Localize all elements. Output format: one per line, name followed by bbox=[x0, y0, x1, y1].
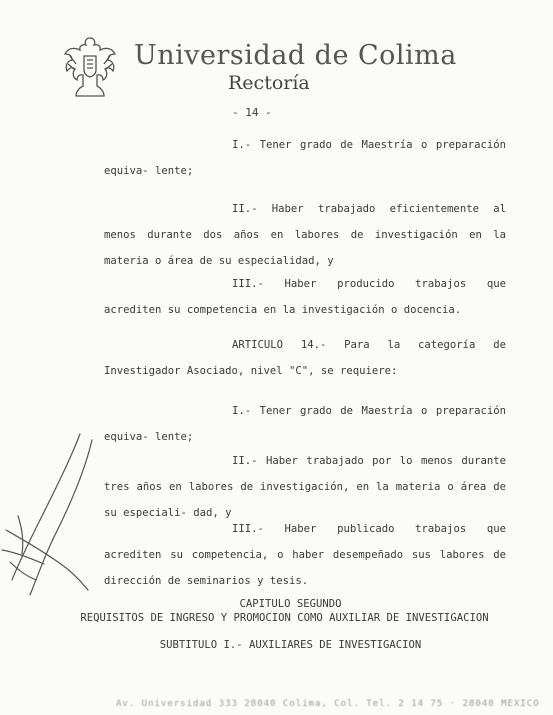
university-name: Universidad de Colima bbox=[134, 40, 457, 71]
chapter-heading: CAPITULO SEGUNDO bbox=[239, 598, 342, 610]
paragraph-block bbox=[104, 271, 506, 323]
requirement-paragraph: III.- Haber publicado trabajos que acrediten su competencia, o haber desempeñado sus labores de dirección de seminarios y tesis. bbox=[104, 523, 506, 587]
paragraph-block bbox=[104, 398, 506, 450]
paragraph-block bbox=[104, 132, 506, 184]
article-paragraph: ARTICULO 14.- Para la categoría de Investigador Asociado, nivel "C", se requiere: bbox=[104, 339, 506, 377]
handwritten-signature bbox=[0, 430, 110, 610]
office-name: Rectoría bbox=[228, 72, 310, 94]
chapter-subtitle: REQUISITOS DE INGRESO Y PROMOCION COMO AUXILIAR DE INVESTIGACION bbox=[80, 612, 489, 624]
footer-address: Av. Universidad 333 28040 Colima, Col. Tel. 2 14 75 · 28040 MEXICO bbox=[116, 699, 540, 709]
paragraph-block bbox=[104, 516, 506, 594]
page-number: - 14 - bbox=[232, 106, 272, 119]
paragraph-block bbox=[104, 332, 506, 384]
requirement-paragraph: I.- Tener grado de Maestría o preparación equiva- lente; bbox=[104, 405, 506, 443]
requirement-paragraph: II.- Haber trabajado eficientemente al menos durante dos años en labores de investigación en la materia o área de su especialidad, y bbox=[104, 203, 506, 267]
paragraph-block bbox=[104, 196, 506, 274]
paragraph-block bbox=[104, 448, 506, 526]
university-eagle-crest-icon bbox=[62, 34, 118, 98]
requirement-paragraph: II.- Haber trabajado por lo menos durante tres años en labores de investigación, en la materia o área de su especiali- dad, y bbox=[104, 455, 506, 519]
requirement-paragraph: I.- Tener grado de Maestría o preparación equiva- lente; bbox=[104, 139, 506, 177]
requirement-paragraph: III.- Haber producido trabajos que acrediten su competencia en la investigación o docencia. bbox=[104, 278, 506, 316]
section-subtitle: SUBTITULO I.- AUXILIARES DE INVESTIGACION bbox=[159, 639, 422, 651]
